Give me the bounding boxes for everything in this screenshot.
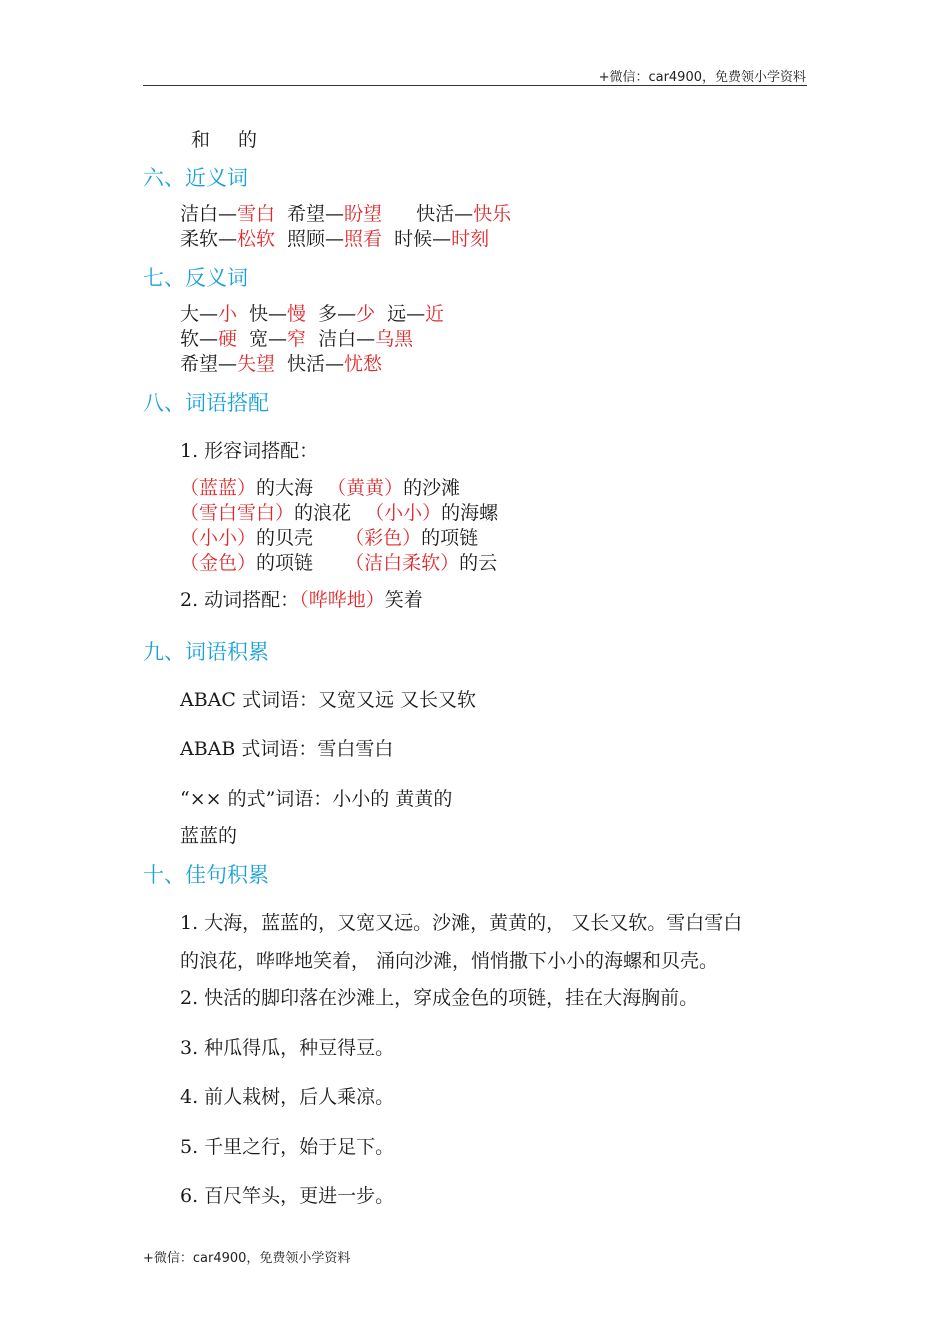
answer: 窄	[287, 328, 307, 350]
antonym-row	[180, 299, 444, 326]
collocation-row	[180, 473, 460, 500]
sentence-1-line-1: 1. 大海，蓝蓝的，又宽又远。沙滩，黄黄的， 又长又软。雪白雪白	[180, 912, 743, 934]
paren-close: ）	[237, 527, 257, 549]
word: 远	[387, 303, 407, 325]
word: 软	[180, 328, 200, 350]
word: 快	[249, 303, 269, 325]
dash: —	[337, 303, 357, 325]
dash: —	[218, 203, 238, 225]
section-heading-collocations: 八、词语搭配	[143, 391, 269, 415]
answer: 彩色	[364, 527, 403, 549]
dash: —	[325, 203, 345, 225]
paren-open: （	[299, 589, 309, 611]
word: 洁白	[318, 328, 357, 350]
answer: 乌黑	[375, 328, 414, 350]
sentence-4: 4. 前人栽树，后人乘凉。	[180, 1086, 395, 1108]
section-heading-word-accumulation: 九、词语积累	[143, 640, 269, 664]
noun: 的项链	[421, 527, 479, 549]
noun: 的海螺	[441, 502, 499, 524]
fragment-word: 的	[238, 129, 258, 151]
dash: —	[406, 303, 426, 325]
noun: 的云	[459, 552, 498, 574]
abac-words: ABAC 式词语：又宽又远 又长又软	[180, 689, 477, 711]
paren-open: （	[365, 502, 385, 524]
answer: 时刻	[451, 228, 490, 250]
answer: 蓝蓝	[199, 477, 238, 499]
sentence-1-line-2: 的浪花，哗哗地笑着， 涌向沙滩，悄悄撒下小小的海螺和贝壳。	[180, 950, 719, 972]
abab-words: ABAB 式词语：雪白雪白	[180, 738, 394, 760]
verb: 笑着	[384, 589, 423, 611]
paren-open: （	[180, 477, 200, 499]
word: 宽	[249, 328, 269, 350]
answer: 照看	[344, 228, 383, 250]
section-heading-antonyms: 七、反义词	[143, 266, 248, 290]
answer: 小	[218, 303, 238, 325]
answer: 慢	[287, 303, 307, 325]
fragment-word: 和	[191, 129, 211, 151]
word: 洁白	[180, 203, 219, 225]
word: 多	[318, 303, 338, 325]
answer: 少	[356, 303, 376, 325]
paren-close: ）	[440, 552, 460, 574]
dash: —	[268, 303, 288, 325]
answer: 快乐	[473, 203, 512, 225]
sentence-6: 6. 百尺竿头，更进一步。	[180, 1185, 395, 1207]
answer: 黄黄	[346, 477, 385, 499]
dash: —	[268, 328, 288, 350]
dash: —	[325, 353, 345, 375]
sentence-3: 3. 种瓜得瓜，种豆得豆。	[180, 1037, 395, 1059]
top-fragment	[191, 125, 257, 152]
dash: —	[432, 228, 452, 250]
paren-open: （	[180, 527, 200, 549]
page-header: +微信：car4900，免费领小学资料	[598, 70, 806, 85]
paren-open: （	[180, 502, 200, 524]
answer: 硬	[218, 328, 238, 350]
answer: 失望	[237, 353, 276, 375]
section-heading-synonyms: 六、近义词	[143, 166, 248, 190]
paren-open: （	[345, 552, 365, 574]
paren-close: ）	[237, 552, 257, 574]
paren-close: ）	[384, 477, 404, 499]
sentence-5: 5. 千里之行，始于足下。	[180, 1136, 395, 1158]
answer: 哗哗地	[308, 589, 366, 611]
page-footer: +微信：car4900，免费领小学资料	[143, 1251, 351, 1266]
answer: 忧愁	[344, 353, 383, 375]
word: 照顾	[287, 228, 326, 250]
answer: 盼望	[344, 203, 383, 225]
word: 时候	[394, 228, 433, 250]
paren-open: （	[345, 527, 365, 549]
word: 快活	[416, 203, 455, 225]
dash: —	[218, 353, 238, 375]
dash: —	[356, 328, 376, 350]
answer: 雪白	[237, 203, 276, 225]
sentence-2: 2. 快活的脚印落在沙滩上，穿成金色的项链，挂在大海胸前。	[180, 987, 699, 1009]
paren-close: ）	[275, 502, 295, 524]
collocation-row	[180, 498, 498, 525]
xx-de-words-continued: 蓝蓝的	[180, 825, 238, 847]
noun: 的项链	[256, 552, 314, 574]
synonym-row	[180, 224, 489, 251]
adjective-collocation-label: 1. 形容词搭配：	[180, 440, 319, 462]
collocation-row	[180, 548, 497, 575]
paren-close: ）	[365, 589, 385, 611]
dash: —	[199, 303, 219, 325]
answer: 雪白雪白	[199, 502, 276, 524]
word: 大	[180, 303, 200, 325]
paren-close: ）	[402, 527, 422, 549]
dash: —	[218, 228, 238, 250]
xx-de-words: “×× 的式”词语：小小的 黄黄的	[180, 788, 453, 810]
answer: 松软	[237, 228, 276, 250]
noun: 的大海	[256, 477, 314, 499]
word: 希望	[287, 203, 326, 225]
verb-collocation	[180, 585, 423, 612]
dash: —	[325, 228, 345, 250]
noun: 的沙滩	[403, 477, 461, 499]
word: 快活	[287, 353, 326, 375]
header-divider	[143, 85, 807, 86]
antonym-row	[180, 349, 382, 376]
answer: 近	[425, 303, 445, 325]
answer: 金色	[199, 552, 238, 574]
word: 希望	[180, 353, 219, 375]
synonym-row	[180, 199, 511, 226]
answer: 小小	[384, 502, 423, 524]
word: 柔软	[180, 228, 219, 250]
noun: 的贝壳	[256, 527, 314, 549]
antonym-row	[180, 324, 413, 351]
verb-collocation-label: 2. 动词搭配：	[180, 589, 300, 611]
paren-close: ）	[422, 502, 442, 524]
collocation-row	[180, 523, 478, 550]
dash: —	[199, 328, 219, 350]
paren-close: ）	[237, 477, 257, 499]
section-heading-sentences: 十、佳句积累	[143, 863, 269, 887]
noun: 的浪花	[294, 502, 352, 524]
answer: 洁白柔软	[364, 552, 441, 574]
paren-open: （	[180, 552, 200, 574]
answer: 小小	[199, 527, 238, 549]
dash: —	[454, 203, 474, 225]
paren-open: （	[327, 477, 347, 499]
